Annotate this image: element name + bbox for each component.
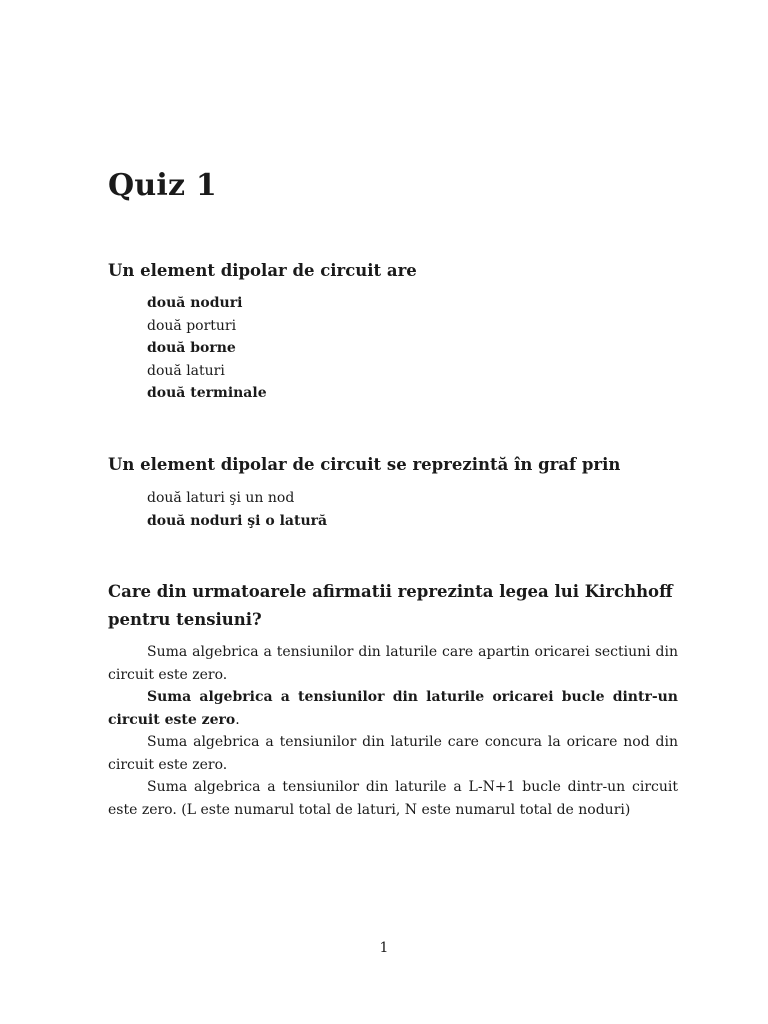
answer-text: Suma algebrica a tensiunilor din laturile care concura la oricare nod din circuit este zero.	[108, 734, 678, 773]
answer-item: două noduri	[147, 295, 243, 311]
answer-text: Suma algebrica a tensiunilor din laturile care apartin oricarei sectiuni din circuit este zero.	[108, 644, 678, 683]
answer-suffix: .	[235, 711, 240, 728]
answer-item: două terminale	[147, 385, 267, 401]
answer-item: două porturi	[147, 317, 237, 334]
answer-paragraph	[108, 731, 678, 776]
question-3-title: Care din urmatoarele afirmatii reprezinta legea lui Kirchhoff pentru tensiuni?	[108, 582, 673, 629]
question-3-answers	[108, 641, 678, 821]
answer-paragraph	[108, 686, 678, 731]
question-1-title: Un element dipolar de circuit are	[108, 261, 417, 280]
page-number: 1	[379, 940, 389, 956]
answer-item: două borne	[147, 340, 236, 356]
question-2-answers	[147, 487, 327, 532]
question-2-title: Un element dipolar de circuit se reprezintă în graf prin	[108, 455, 621, 474]
answer-item: două laturi şi un nod	[147, 490, 295, 506]
answer-item: două noduri şi o latură	[147, 512, 328, 529]
answer-paragraph	[108, 776, 678, 821]
answer-item: două laturi	[147, 362, 225, 379]
question-1-answers	[147, 292, 267, 405]
page-title: Quiz 1	[108, 168, 217, 203]
answer-text: Suma algebrica a tensiunilor din laturile a L-N+1 bucle dintr-un circuit este zero. (L este numarul total de laturi, N este numarul total de noduri)	[108, 779, 678, 818]
answer-paragraph	[108, 641, 678, 686]
answer-text: Suma algebrica a tensiunilor din laturile oricarei bucle dintr-un circuit este zero	[108, 689, 678, 728]
